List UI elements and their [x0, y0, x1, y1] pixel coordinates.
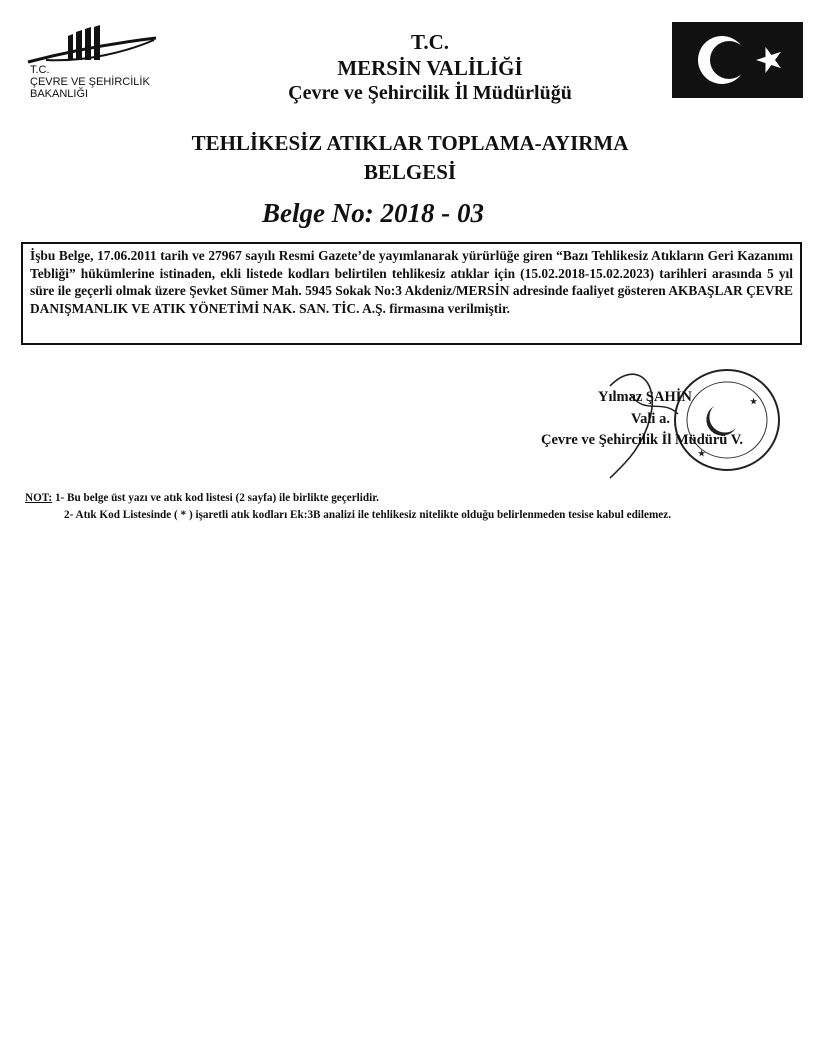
official-stamp-icon: [590, 358, 790, 488]
logo-text-ministry: ÇEVRE VE ŞEHİRCİLİK: [30, 76, 150, 88]
signatory-name: Yılmaz ŞAHİN: [598, 389, 692, 405]
certificate-box: [21, 242, 802, 345]
certificate-number: Belge No: 2018 - 03: [262, 198, 484, 228]
signatory-role: Vali a.: [631, 411, 670, 427]
turkish-flag-icon: [672, 22, 803, 98]
note-item-1-text: 1- Bu belge üst yazı ve atık kod listesi (2 sayfa) ile birlikte geçerlidir.: [54, 492, 379, 504]
note-item-1: [25, 492, 379, 504]
logo-text-bakanligi: BAKANLIĞI: [30, 88, 89, 100]
ministry-emblem-icon: [26, 22, 206, 67]
header-directorate: Çevre ve Şehircilik İl Müdürlüğü: [288, 82, 572, 104]
ministry-logo: [26, 22, 206, 112]
svg-text:★: ★: [750, 397, 758, 406]
document-title: TEHLİKESİZ ATIKLAR TOPLAMA-AYIRMA: [191, 131, 629, 155]
header-tc: T.C.: [410, 30, 450, 54]
note-label: NOT:: [25, 492, 53, 504]
signatory-title: Çevre ve Şehircilik İl Müdürü V.: [541, 432, 743, 448]
document-title-line2: BELGESİ: [363, 160, 457, 184]
certificate-text: İşbu Belge, 17.06.2011 tarih ve 27967 sayılı Resmi Gazete’de yayımlanarak yürürlüğe giren “Bazı Tehlikesiz Atıkların Geri Kazanımı Tebliği” hükümlerine istinaden, ekli listede kodları belirtilen tehlikesiz atıklar için (15.02.2018-15.02.2023) tarihleri arasında 5 yıl süre ile geçerli olmak üzere Şevket Sümer Mah. 5945 Sokak No:3 Akdeniz/MERSİN adresinde faaliyet gösteren AKBAŞLAR ÇEVRE DANIŞMANLIK VE ATIK YÖNETİMİ NAK. SAN. TİC. A.Ş. firmasına verilmiştir.: [30, 248, 793, 316]
header-governorship: MERSİN VALİLİĞİ: [337, 56, 523, 80]
logo-text-tc: T.C.: [30, 64, 50, 76]
note-item-2: 2- Atık Kod Listesinde ( * ) işaretli atık kodları Ek:3B analizi ile tehlikesiz nitelikte olduğu belirlenmeden tesise kabul edilemez.: [64, 509, 672, 521]
svg-text:★: ★: [698, 449, 706, 458]
